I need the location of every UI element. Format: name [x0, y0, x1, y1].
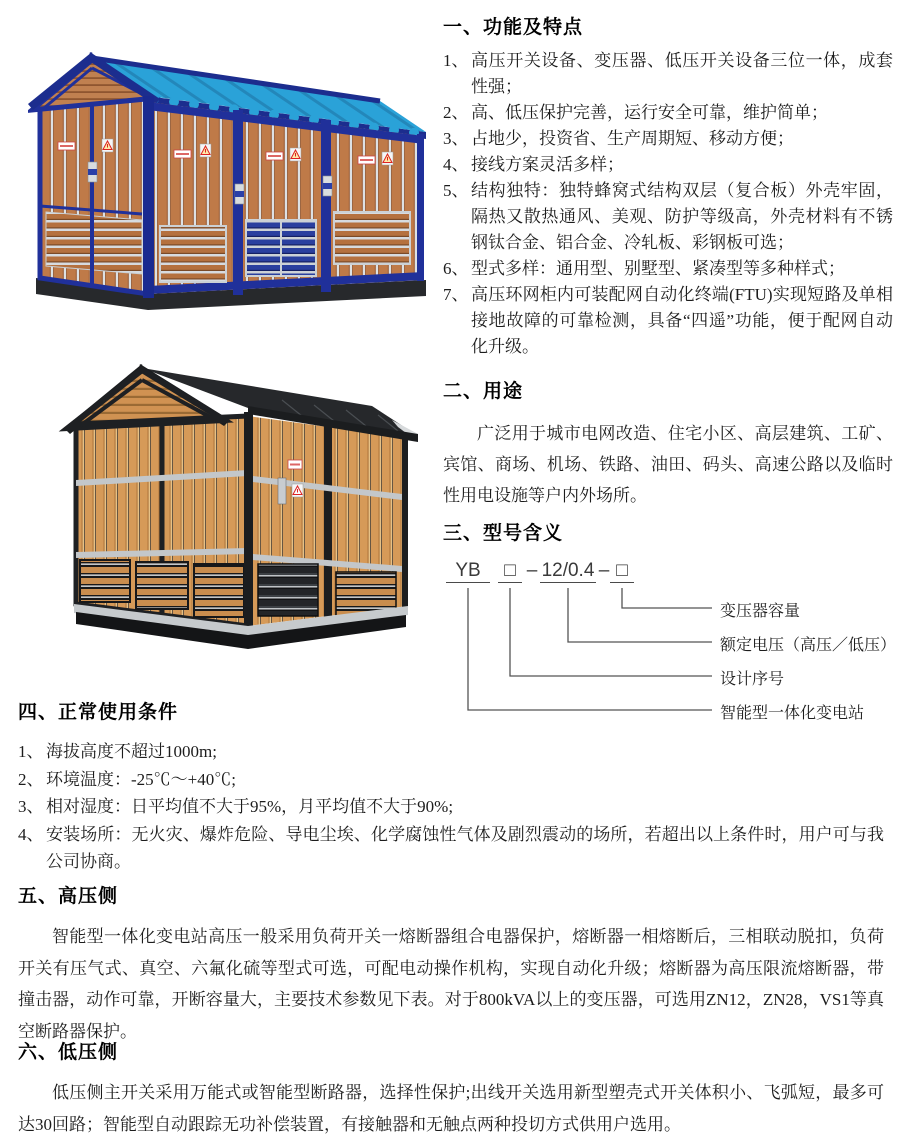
model-code-voltage: 12/0.4 — [541, 560, 595, 581]
section-features-heading: 一、功能及特点 — [443, 17, 584, 38]
model-label-capacity: 变压器容量 — [720, 603, 801, 620]
list-item: 5、 结构独特：独特蜂窝式结构双层（复合板）外壳牢固，隔热又散热通风、美观、防护等级高，外壳材料有不锈钢钛合金、铝合金、冷轧板、彩钢板可选； — [443, 181, 893, 252]
substation-photo-black — [52, 358, 454, 664]
section-conditions-heading: 四、正常使用条件 — [18, 702, 179, 723]
section-model — [443, 518, 893, 545]
list-item: 2、 环境温度：-25℃～+40℃; — [18, 769, 236, 789]
section-hv — [18, 881, 884, 1047]
model-code-series: YB — [446, 560, 490, 583]
model-code-box2: □ — [610, 560, 634, 583]
section-conditions — [18, 697, 884, 876]
model-code-box1: □ — [498, 560, 522, 583]
list-item: 4、 接线方案灵活多样； — [443, 155, 624, 174]
list-item: 2、 高、低压保护完善，运行安全可靠，维护简单； — [443, 103, 828, 122]
lv-paragraph: 低压侧主开关采用万能式或智能型断路器，选择性保护;出线开关选用新型塑壳式开关体积小、飞弧短，最多可达30回路；智能型自动跟踪无功补偿装置，有接触器和无触点两种投切方式供用户选用。 — [18, 1083, 884, 1134]
model-code — [440, 560, 900, 586]
conditions-list — [18, 738, 884, 876]
usage-paragraph: 广泛用于城市电网改造、住宅小区、高层建筑、工矿、宾馆、商场、机场、铁路、油田、码头、高速公路以及临时性用电设施等户内外场所。 — [443, 424, 893, 505]
section-lv — [18, 1037, 884, 1140]
list-item: 1、 海拔高度不超过1000m; — [18, 742, 217, 761]
substation-blue-illustration — [28, 44, 434, 338]
list-item: 3、 相对湿度：日平均值不大于95%，月平均值不大于90%; — [18, 797, 454, 816]
section-features — [443, 12, 893, 360]
section-hv-heading: 五、高压侧 — [18, 886, 119, 907]
section-usage — [443, 376, 893, 511]
substation-photo-blue — [28, 44, 434, 338]
list-item: 6、 型式多样：通用型、别墅型、紧凑型等多种样式； — [443, 259, 845, 278]
section-usage-heading: 二、用途 — [443, 381, 524, 402]
substation-black-illustration — [52, 358, 454, 664]
section-lv-heading: 六、低压侧 — [18, 1042, 119, 1063]
model-label-design: 设计序号 — [720, 671, 785, 688]
model-label-voltage: 额定电压（高压／低压） — [720, 637, 897, 654]
list-item: 1、 高压开关设备、变压器、低压开关设备三位一体，成套性强； — [443, 51, 893, 96]
list-item: 3、 占地少，投资省、生产周期短、移动方便； — [443, 129, 794, 148]
features-list — [443, 48, 893, 360]
model-label-type: 智能型一体化变电站 — [720, 705, 865, 722]
section-model-heading: 三、型号含义 — [443, 523, 564, 544]
list-item: 4、 安装场所：无火灾、爆炸危险、导电尘埃、化学腐蚀性气体及剧烈震动的场所，若超出以上条件时，用户可与我公司协商。 — [18, 824, 884, 871]
list-item: 7、 高压环网柜内可装配网自动化终端(FTU)实现短路及单相接地故障的可靠检测，具备“四遥”功能，便于配网自动化升级。 — [443, 285, 893, 356]
model-code-sep2: – — [598, 560, 610, 581]
hv-paragraph: 智能型一体化变电站高压一般采用负荷开关一熔断器组合电器保护，熔断器一相熔断后，三相联动脱扣，负荷开关有压气式、真空、六氟化硫等型式可选，可配电动操作机构，实现自动化升级；熔断器为高压限流熔断器，带撞击器，动作可靠，开断容量大，主要技术参数见下表。对于800kVA以上的变压器，可选用ZN12，ZN28，VS1等真空断路器保护。 — [18, 927, 884, 1041]
model-code-sep1: – — [526, 560, 538, 581]
